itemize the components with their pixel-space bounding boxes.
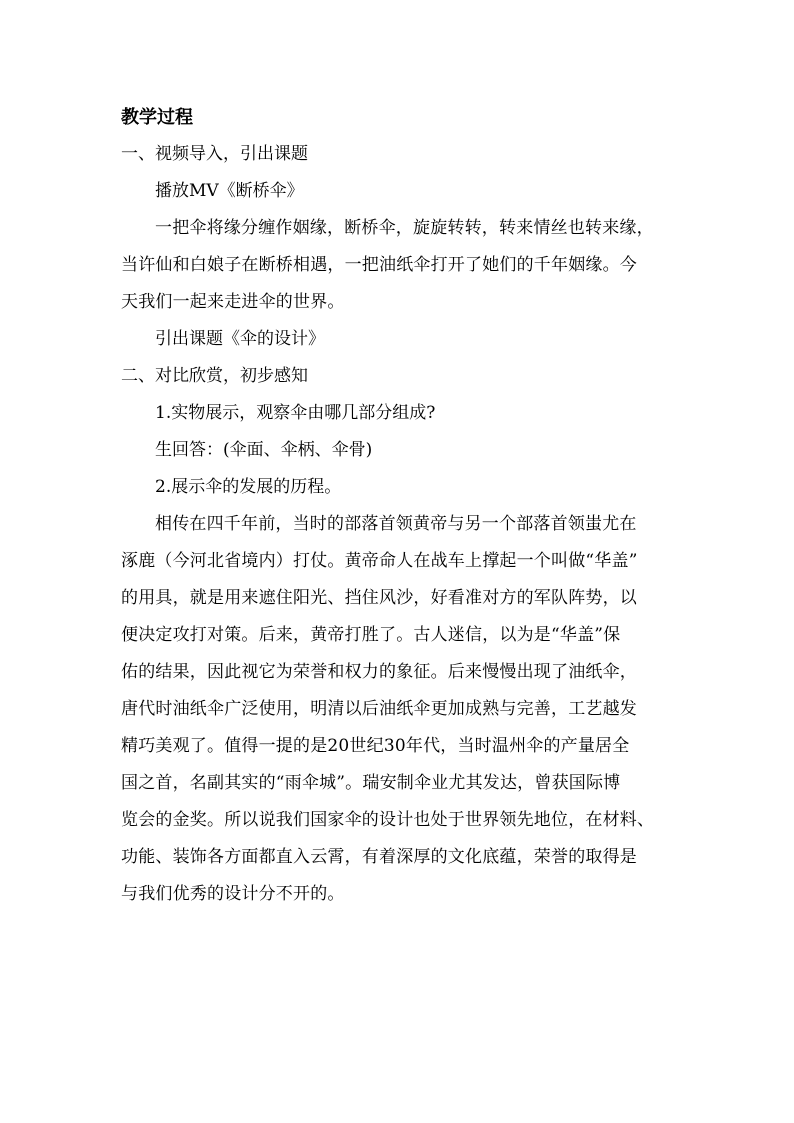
paragraph-line: 与我们优秀的设计分不开的。 xyxy=(121,884,345,904)
paragraph-line: 涿鹿（今河北省境内）打仗。黄帝命人在战车上撑起一个叫做“华盖” xyxy=(121,551,638,571)
paragraph-line: 览会的金奖。所以说我们国家伞的设计也处于世界领先地位，在材料、 xyxy=(121,810,655,830)
paragraph-line: 便决定攻打对策。后来，黄帝打胜了。古人迷信，以为是“华盖”保 xyxy=(121,625,621,645)
section-1-line-play-mv: 播放MV《断桥伞》 xyxy=(155,181,304,201)
paragraph-line: 一把伞将缘分缠作姻缘，断桥伞，旋旋转转，转来情丝也转来缘， xyxy=(155,218,654,238)
section-2-paragraph xyxy=(121,506,677,913)
paragraph-line: 的用具，就是用来遮住阳光、挡住风沙，好看准对方的军队阵势，以 xyxy=(121,588,637,608)
paragraph-line: 精巧美观了。值得一提的是20世纪30年代，当时温州伞的产量居全 xyxy=(121,736,630,756)
section-2-answer: 生回答：(伞面、伞柄、伞骨) xyxy=(155,440,373,460)
paragraph-line: 相传在四千年前，当时的部落首领黄帝与另一个部落首领蚩尤在 xyxy=(155,514,637,534)
section-1-heading: 一、视频导入，引出课题 xyxy=(121,144,308,164)
section-1-line-topic: 引出课题《伞的设计》 xyxy=(155,329,325,349)
section-2-item-1: 1.实物展示，观察伞由哪几部分组成? xyxy=(155,403,436,423)
paragraph-line: 功能、装饰各方面都直入云霄，有着深厚的文化底蕴，荣誉的取得是 xyxy=(121,847,637,867)
section-2-heading: 二、对比欣赏，初步感知 xyxy=(121,366,308,386)
section-1-paragraph xyxy=(121,210,677,321)
section-2-item-2: 2.展示伞的发展的历程。 xyxy=(155,477,342,497)
paragraph-line: 当许仙和白娘子在断桥相遇，一把油纸伞打开了她们的千年姻缘。今 xyxy=(121,255,637,275)
paragraph-line: 天我们一起来走进伞的世界。 xyxy=(121,292,345,312)
document-body xyxy=(121,100,677,913)
paragraph-line: 国之首，名副其实的“雨伞城”。瑞安制伞业尤其发达，曾获国际博 xyxy=(121,773,621,793)
paragraph-line: 佑的结果，因此视它为荣誉和权力的象征。后来慢慢出现了油纸伞， xyxy=(121,662,637,682)
paragraph-line: 唐代时油纸伞广泛使用，明清以后油纸伞更加成熟与完善，工艺越发 xyxy=(121,699,637,719)
document-title: 教学过程 xyxy=(121,107,193,128)
